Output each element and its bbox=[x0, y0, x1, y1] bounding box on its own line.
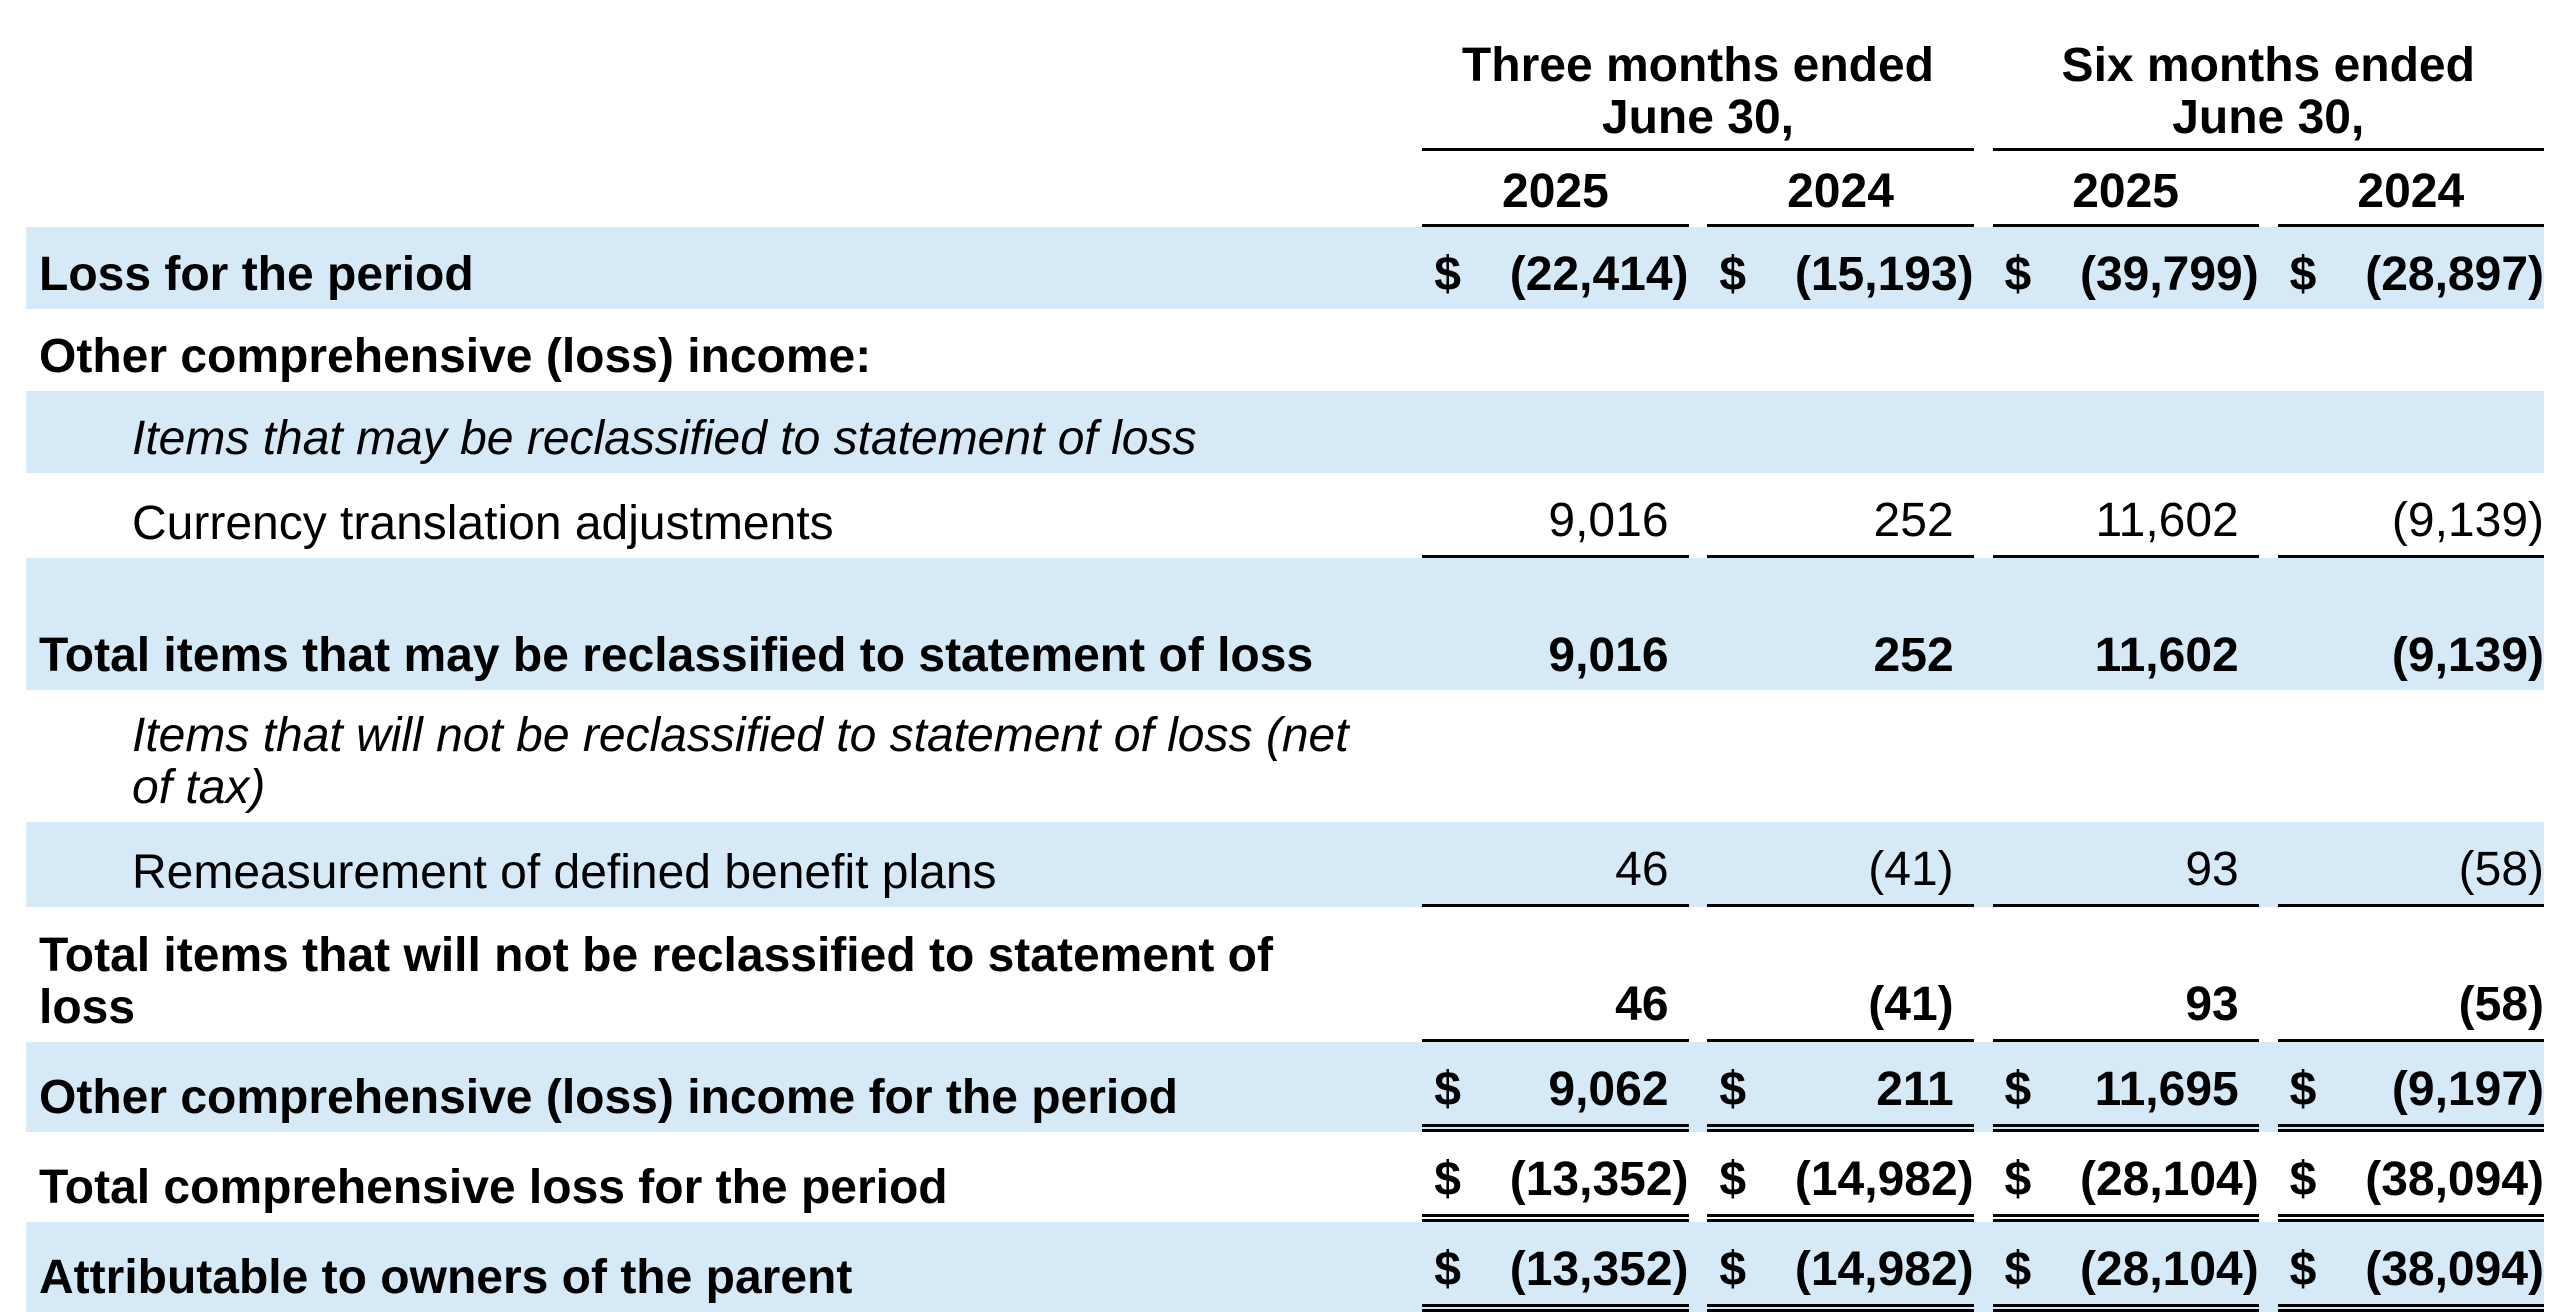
value-cell: 11,695 bbox=[2049, 1042, 2259, 1132]
currency-symbol: $ bbox=[1422, 1042, 1479, 1132]
value-cell: 9,016 bbox=[1422, 558, 1688, 690]
value-cell: 252 bbox=[1707, 558, 1973, 690]
row-total-not-reclassified bbox=[26, 907, 2544, 1042]
value-cell: 11,602 bbox=[1993, 473, 2259, 558]
value-cell: (28,104) bbox=[2049, 1132, 2259, 1222]
header-group-row bbox=[26, 40, 2544, 151]
value-cell: (41) bbox=[1707, 822, 1973, 907]
currency-symbol: $ bbox=[2278, 1222, 2335, 1312]
year-2024-six: 2024 bbox=[2278, 151, 2544, 227]
currency-symbol: $ bbox=[2278, 1042, 2335, 1132]
value-cell: (39,799) bbox=[2049, 227, 2259, 309]
currency-symbol: $ bbox=[1422, 1132, 1479, 1222]
value-cell: (38,094) bbox=[2334, 1222, 2544, 1312]
value-cell: 9,062 bbox=[1479, 1042, 1689, 1132]
year-2025-six: 2025 bbox=[1993, 151, 2259, 227]
row-label: Currency translation adjustments bbox=[132, 497, 834, 550]
value-cell: (28,104) bbox=[2049, 1222, 2259, 1312]
value-cell: 9,016 bbox=[1422, 473, 1688, 558]
currency-symbol: $ bbox=[1707, 1222, 1764, 1312]
year-2024-three: 2024 bbox=[1707, 151, 1973, 227]
currency-symbol: $ bbox=[1707, 1042, 1764, 1132]
currency-symbol: $ bbox=[1993, 227, 2050, 309]
value-cell: (58) bbox=[2278, 907, 2544, 1042]
header-year-row bbox=[26, 151, 2544, 227]
row-currency-translation bbox=[26, 473, 2544, 558]
currency-symbol: $ bbox=[1993, 1222, 2050, 1312]
currency-symbol: $ bbox=[2278, 227, 2335, 309]
row-label: Total comprehensive loss for the period bbox=[39, 1161, 948, 1214]
row-label: Other comprehensive (loss) income for the period bbox=[26, 1042, 1422, 1132]
row-label: Total items that may be reclassified to statement of loss bbox=[26, 558, 1422, 690]
value-cell: 93 bbox=[1993, 822, 2259, 907]
value-cell: (9,139) bbox=[2278, 473, 2544, 558]
row-total-may-be-reclassified bbox=[26, 558, 2544, 690]
value-cell: 93 bbox=[1993, 907, 2259, 1042]
row-attributable-to-owners bbox=[26, 1222, 2544, 1312]
value-cell: (15,193) bbox=[1764, 227, 1974, 309]
value-cell: (14,982) bbox=[1764, 1222, 1974, 1312]
currency-symbol: $ bbox=[1422, 1222, 1479, 1312]
row-label: Attributable to owners of the parent bbox=[26, 1222, 1422, 1312]
value-cell: 11,602 bbox=[1993, 558, 2259, 690]
value-cell: (28,897) bbox=[2334, 227, 2544, 309]
year-2025-three: 2025 bbox=[1422, 151, 1688, 227]
currency-symbol: $ bbox=[1707, 227, 1764, 309]
row-items-may-be-reclassified bbox=[26, 391, 2544, 473]
header-three-months: Three months ended June 30, bbox=[1422, 40, 1973, 151]
value-cell: (41) bbox=[1707, 907, 1973, 1042]
value-cell: (14,982) bbox=[1764, 1132, 1974, 1222]
value-cell: 211 bbox=[1764, 1042, 1974, 1132]
value-cell: 252 bbox=[1707, 473, 1973, 558]
value-cell: 46 bbox=[1422, 907, 1688, 1042]
value-cell: (13,352) bbox=[1479, 1222, 1689, 1312]
row-label: Remeasurement of defined benefit plans bbox=[26, 822, 1422, 907]
value-cell: (9,197) bbox=[2334, 1042, 2544, 1132]
value-cell: (22,414) bbox=[1479, 227, 1689, 309]
row-label: Total items that will not be reclassified to statement of loss bbox=[39, 929, 1273, 1034]
row-items-not-reclassified bbox=[26, 690, 2544, 822]
currency-symbol: $ bbox=[1993, 1042, 2050, 1132]
row-label: Items that will not be reclassified to statement of loss (net of tax) bbox=[132, 709, 1349, 814]
value-cell: (9,139) bbox=[2278, 558, 2544, 690]
value-cell: (38,094) bbox=[2334, 1132, 2544, 1222]
comprehensive-loss-statement bbox=[26, 40, 2544, 1312]
row-label: Items that may be reclassified to statement of loss bbox=[26, 391, 1422, 473]
row-total-comprehensive-loss bbox=[26, 1132, 2544, 1222]
value-cell: (58) bbox=[2278, 822, 2544, 907]
value-cell: 46 bbox=[1422, 822, 1688, 907]
row-oci-for-period bbox=[26, 1042, 2544, 1132]
row-label: Loss for the period bbox=[26, 227, 1422, 309]
currency-symbol: $ bbox=[2278, 1132, 2335, 1222]
row-label: Other comprehensive (loss) income: bbox=[39, 330, 872, 383]
row-remeasurement bbox=[26, 822, 2544, 907]
value-cell: (13,352) bbox=[1479, 1132, 1689, 1222]
currency-symbol: $ bbox=[1707, 1132, 1764, 1222]
statement-table bbox=[26, 40, 2544, 1312]
currency-symbol: $ bbox=[1993, 1132, 2050, 1222]
currency-symbol: $ bbox=[1422, 227, 1479, 309]
header-six-months: Six months ended June 30, bbox=[1993, 40, 2545, 151]
row-other-comprehensive-heading bbox=[26, 309, 2544, 391]
row-loss-for-period bbox=[26, 227, 2544, 309]
